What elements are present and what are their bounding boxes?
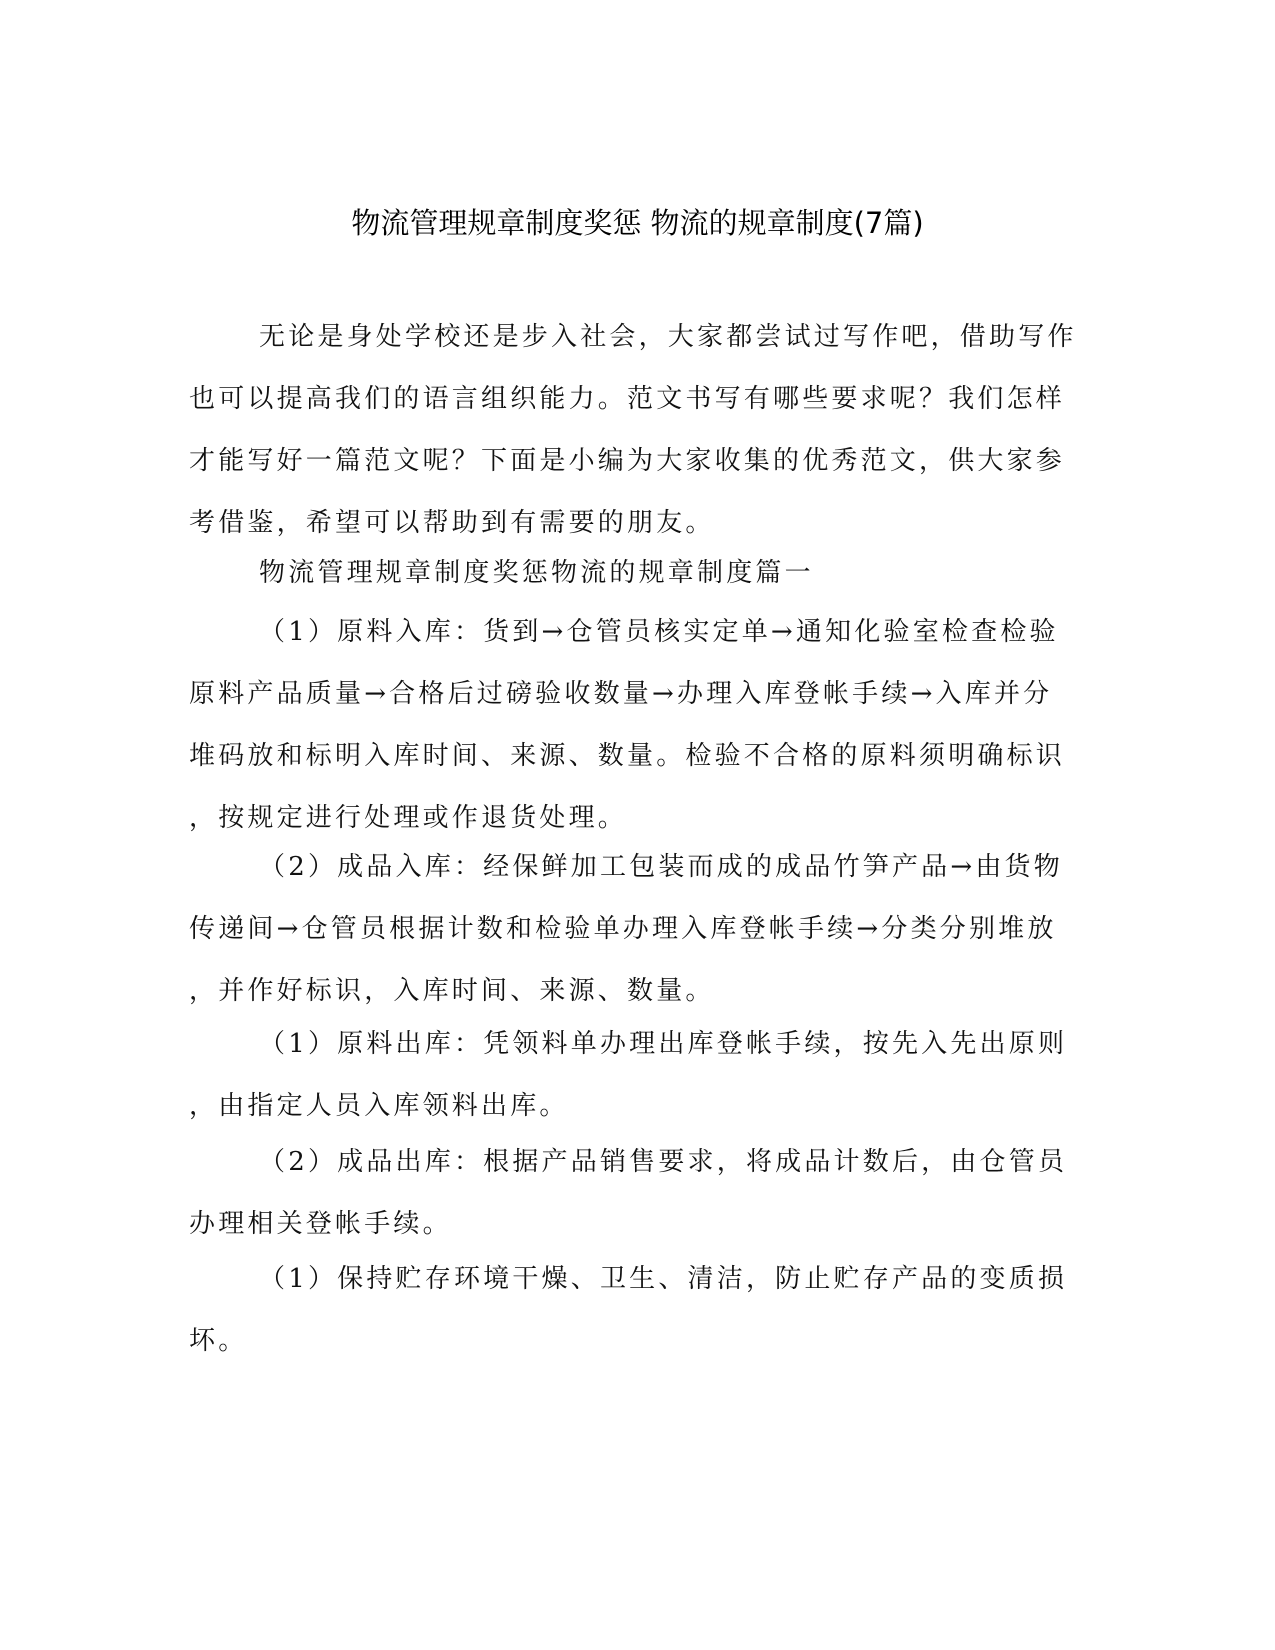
- paragraph-line: ，按规定进行处理或作退货处理。: [189, 803, 628, 833]
- paragraph-intro: [189, 306, 1077, 554]
- paragraph-line: 传递间→仓管员根据计数和检验单办理入库登帐手续→分类分别堆放: [189, 914, 1057, 944]
- paragraph-raw-material-outbound: [189, 1013, 1069, 1137]
- paragraph-line: 物流管理规章制度奖惩物流的规章制度篇一: [259, 558, 814, 588]
- paragraph-line: 考借鉴，希望可以帮助到有需要的朋友。: [189, 508, 715, 538]
- paragraph-storage: [189, 1248, 1069, 1372]
- paragraph-line: （1）原料入库：货到→仓管员核实定单→通知化验室检查检验: [259, 617, 1059, 647]
- paragraph-line: ，并作好标识，入库时间、来源、数量。: [189, 976, 715, 1006]
- paragraph-line: 也可以提高我们的语言组织能力。范文书写有哪些要求呢？我们怎样: [189, 384, 1066, 414]
- paragraph-line: 无论是身处学校还是步入社会，大家都尝试过写作吧，借助写作: [259, 322, 1077, 352]
- paragraph-line: 堆码放和标明入库时间、来源、数量。检验不合格的原料须明确标识: [189, 741, 1066, 771]
- paragraph-line: ，由指定人员入库领料出库。: [189, 1091, 569, 1121]
- paragraph-line: 原料产品质量→合格后过磅验收数量→办理入库登帐手续→入库并分: [189, 679, 1053, 709]
- document-title: 物流管理规章制度奖惩 物流的规章制度(7篇): [351, 206, 924, 240]
- paragraph-raw-material-inbound: [189, 601, 1069, 849]
- paragraph-line: 才能写好一篇范文呢？下面是小编为大家收集的优秀范文，供大家参: [189, 446, 1066, 476]
- section-heading: [189, 542, 1069, 604]
- paragraph-line: （1）原料出库：凭领料单办理出库登帐手续，按先入先出原则: [259, 1029, 1068, 1059]
- paragraph-finished-goods-outbound: [189, 1131, 1069, 1255]
- paragraph-finished-goods-inbound: [189, 836, 1069, 1022]
- paragraph-line: 坏。: [189, 1326, 248, 1356]
- paragraph-line: （2）成品出库：根据产品销售要求，将成品计数后，由仓管员: [259, 1147, 1068, 1177]
- paragraph-line: 办理相关登帐手续。: [189, 1209, 452, 1239]
- paragraph-line: （1）保持贮存环境干燥、卫生、清洁，防止贮存产品的变质损: [259, 1264, 1068, 1294]
- paragraph-line: （2）成品入库：经保鲜加工包装而成的成品竹笋产品→由货物: [259, 852, 1063, 882]
